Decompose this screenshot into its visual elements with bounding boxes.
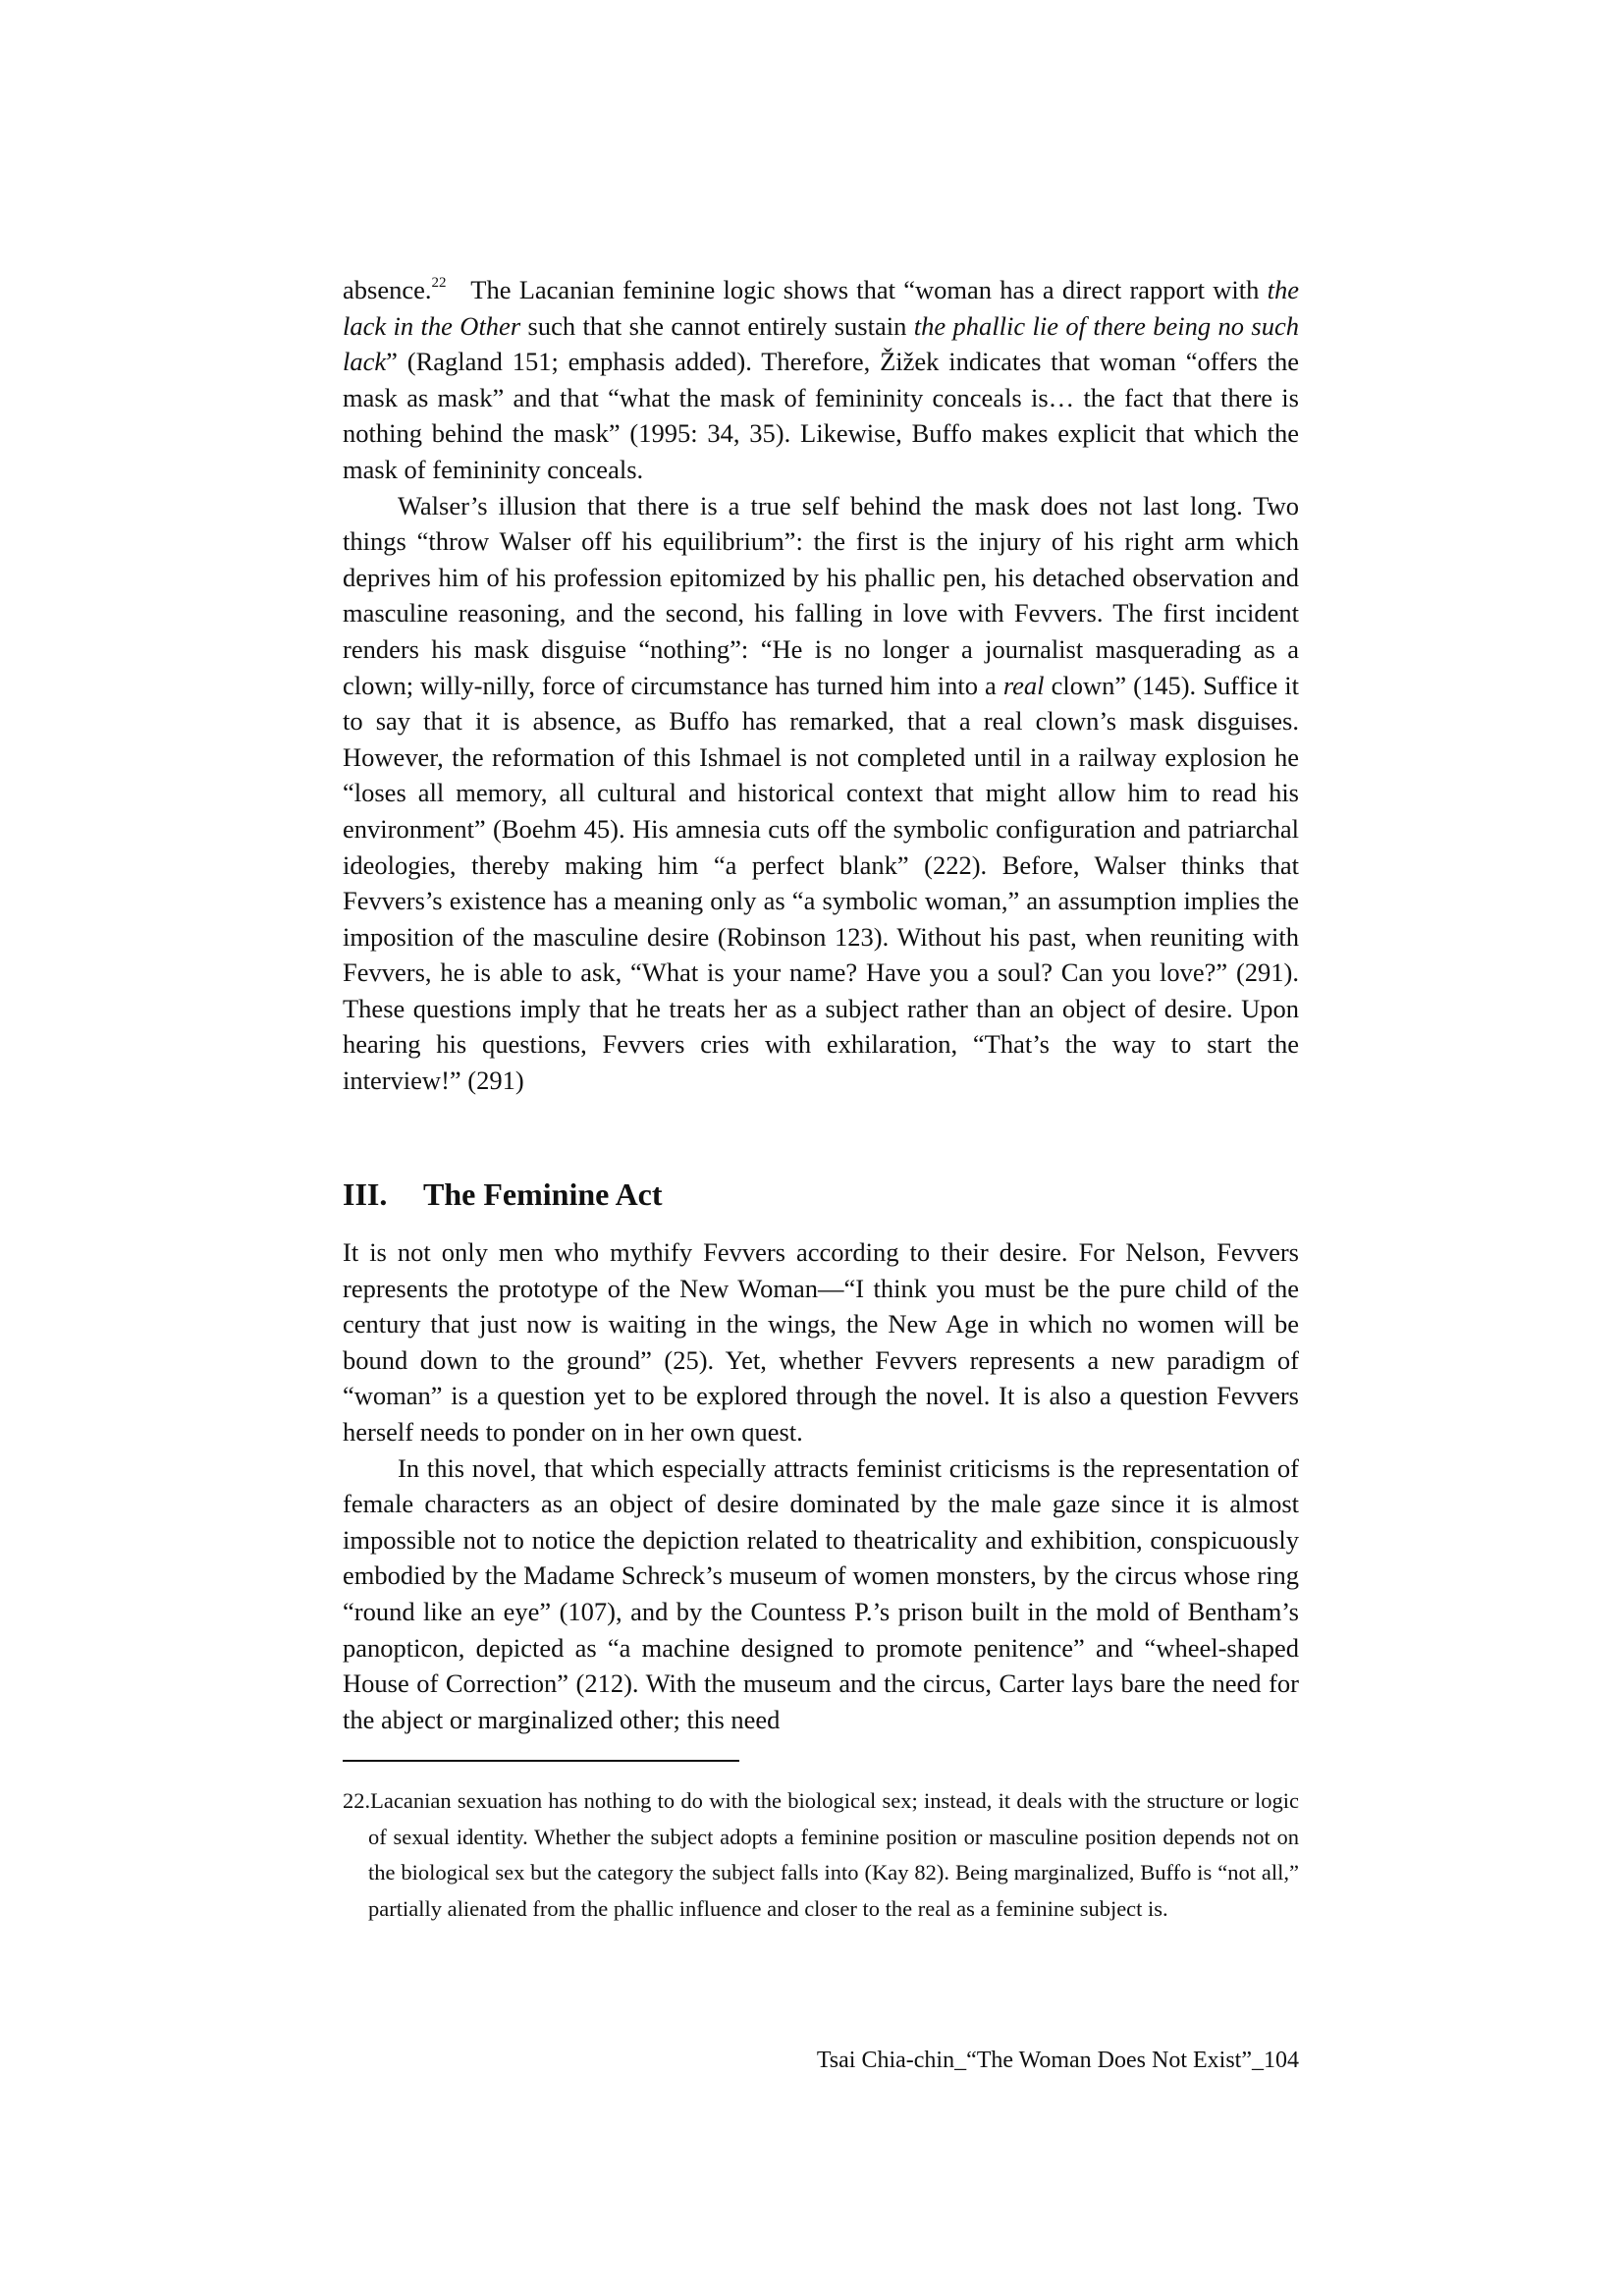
section-title: The Feminine Act — [423, 1176, 663, 1212]
footnote-reference[interactable]: 22 — [431, 275, 447, 291]
body-text-block-1 — [343, 272, 1299, 1099]
paragraph: absence.$^{22}$ The Lacanian feminine logic shows that “woman has a direct rapport with the lack in the Other such that she cannot entirely sustain the phallic lie of there being no such lack” (Ragland 151; emphasis added). Therefore, Žižek indicates that woman “offers the mask as mask” and that “what the mask of femininity conceals is… the fact that there is nothing behind the mask” (1995: 34, 35). Likewise, Buffo makes explicit that which the mask of femininity conceals. — [343, 275, 1299, 484]
body-text-block-2 — [343, 1234, 1299, 1737]
running-footer: Tsai Chia-chin_“The Woman Does Not Exist”_104 — [816, 2048, 1299, 2073]
section-number: III. — [343, 1176, 388, 1212]
footnote-divider — [343, 1760, 739, 1762]
paragraph: It is not only men who mythify Fevvers according to their desire. For Nelson, Fevvers represents the prototype of the New Woman—“I think you must be the pure child of the century that just now is waiting in the wings, the New Age in which no women will be bound down to the ground” (25). Yet, whether Fevvers represents a new paradigm of “woman” is a question yet to be explored through the novel. It is also a question Fevvers herself needs to ponder on in her own quest. — [343, 1237, 1299, 1447]
footnote: 22.Lacanian sexuation has nothing to do with the biological sex; instead, it deals with the structure or logic of sexual identity. Whether the subject adopts a feminine position or masculine position depends not on the biological sex but the category the subject falls into (Kay 82). Being marginalized, Buffo is “not all,” partially alienated from the phallic influence and closer to the real as a feminine subject is. — [343, 1788, 1299, 1921]
paragraph: In this novel, that which especially attracts feminist criticisms is the representation of female characters as an object of desire dominated by the male gaze since it is almost impossible not to notice the depiction related to theatricality and exhibition, conspicuously embodied by the Madame Schreck’s museum of women monsters, by the circus whose ring “round like an eye” (107), and by the Countess P.’s prison built in the mold of Bentham’s panopticon, depicted as “a machine designed to promote penitence” and “wheel-shaped House of Correction” (212). With the museum and the circus, Carter lays bare the need for the abject or marginalized other; this need — [343, 1452, 1299, 1734]
emphasis: the lack in the Other — [343, 275, 1299, 341]
emphasis: real — [1002, 670, 1045, 700]
document-page — [343, 0, 1299, 2296]
emphasis: the phallic lie of there being no such lack — [343, 310, 1299, 377]
section-heading — [343, 1175, 1299, 1214]
paragraph: Walser’s illusion that there is a true self behind the mask does not last long. Two things “throw Walser off his equilibrium”: the first is the injury of his right arm which deprives him of his profession epitomized by his phallic pen, his detached observation and masculine reasoning, and the second, his falling in love with Fevvers. The first incident renders his mask disguise “nothing”: “He is no longer a journalist masquerading as a clown; willy-nilly, force of circumstance has turned him into a real clown” (145). Suffice it to say that it is absence, as Buffo has remarked, that a real clown’s mask disguises. However, the reformation of this Ishmael is not completed until in a railway explosion he “loses all memory, all cultural and historical context that might allow him to read his environment” (Boehm 45). His amnesia cuts off the symbolic configuration and patriarchal ideologies, thereby making him “a perfect blank” (222). Before, Walser thinks that Fevvers’s existence has a meaning only as “a symbolic woman,” an assumption implies the imposition of the masculine desire (Robinson 123). Without his past, when reuniting with Fevvers, he is able to ask, “What is your name? Have you a soul? Can you love?” (291). These questions imply that he treats her as a subject rather than an object of desire. Upon hearing his questions, Fevvers cries with exhilaration, “That’s the way to start the interview!” (291) — [343, 490, 1299, 1096]
